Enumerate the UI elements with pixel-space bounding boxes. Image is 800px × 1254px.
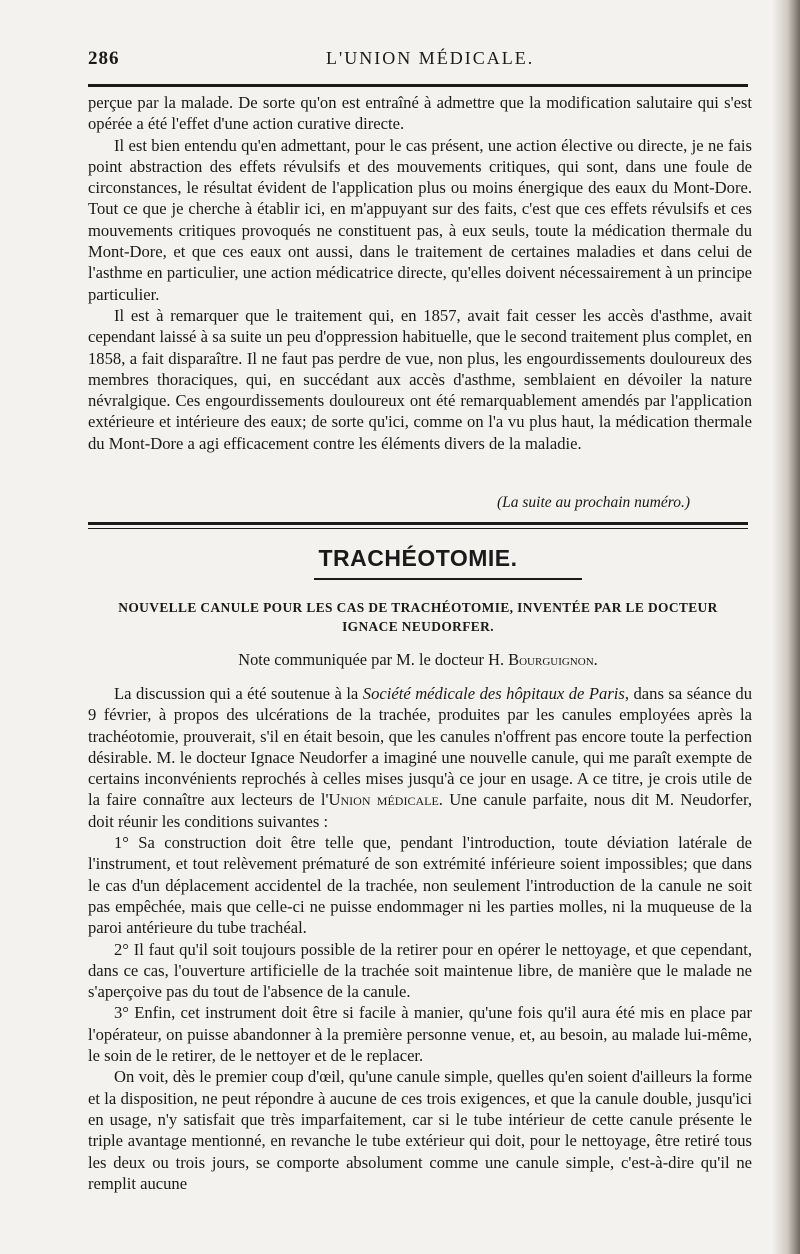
article-body — [88, 683, 752, 1194]
article-title: TRACHÉOTOMIE. — [318, 545, 518, 571]
section-divider-thick — [88, 522, 748, 525]
paragraph: Il est bien entendu qu'en admettant, pour le cas présent, une action élective ou directe, je ne fais point abstraction des effets révulsifs et des mouvements critiques, qui sont, dans une foule de circonstances, le résultat évident de l'application plus ou moins énergique des eaux du Mont-Dore. Tout ce que je cherche à établir ici, en m'appuyant sur des faits, c'est que ces effets révulsifs et ces mouvements critiques provoqués ne constituent pas, à eux seuls, toute la médication thermale du Mont-Dore, et que ces eaux ont aussi, dans le traitement de certaines maladies et dans celui de l'asthme en particulier, une action médicatrice directe, qu'elles doivent nécessairement à un principe particulier. — [88, 135, 752, 304]
previous-article-conclusion — [88, 92, 752, 454]
header-rule — [88, 84, 748, 87]
continuation-note: (La suite au prochain numéro.) — [496, 494, 690, 511]
byline-prefix: Note communiquée par M. le docteur H. — [238, 650, 509, 669]
text-run: , dans sa séance du 9 février, à propos des ulcérations de la trachée, produites par les canules employées après la trachéotomie, prouverait, s'il en était besoin, que les canules n'offrent pas encore toute la perfection désirable. M. le docteur Ignace Neudorfer a imaginé une nouvelle canule, qui me paraît exempte de certains inconvénients reprochés à celles mises jusqu'à ce jour en usage. A ce titre, je crois utile de la faire connaître aux lecteurs de l' — [88, 684, 753, 810]
journal-title: L'UNION MÉDICALE. — [326, 48, 535, 68]
section-divider-thin — [88, 528, 748, 529]
title-underline — [314, 578, 582, 580]
text-run: La discussion qui a été soutenue à la — [114, 684, 363, 703]
condition-item: 3° Enfin, cet instrument doit être si facile à manier, qu'une fois qu'il aura été mis en place par l'opérateur, on puisse abandonner à la première personne venue, et, au besoin, au malade lui-même, le soin de le retirer, de le nettoyer et de le replacer. — [88, 1003, 752, 1066]
paragraph: On voit, dès le premier coup d'œil, qu'une canule simple, quelles qu'en soient d'ailleurs la forme et la disposition, ne peut répondre à aucune de ces trois exigences, et que la canule double, jusqu'ici en usage, n'y satisfait que très imparfaitement, car si le tube intérieur de cette canule présente le triple avantage mentionné, en revanche le tube extérieur qui doit, pour le nettoyage, être retiré tous les deux ou trois jours, se comporte absolument comme une canule simple, c'est-à-dire qu'il ne remplit aucune — [88, 1067, 752, 1193]
condition-item: 1° Sa construction doit être telle que, pendant l'introduction, toute déviation latérale de l'instrument, et tout relèvement prématuré de son extrémité inférieure soient impossibles; que dans le cas d'un déplacement accidentel de la trachée, non seulement l'introduction de la canule ne soit pas empêchée, mais que celle-ci ne puisse endommager ni les parties molles, ni la muqueuse de la paroi antérieure du tube trachéal. — [88, 833, 752, 938]
paragraph — [88, 683, 752, 832]
page-header — [88, 48, 744, 76]
article-subtitle — [88, 598, 748, 636]
subtitle-line: NOUVELLE CANULE POUR LES CAS DE TRACHÉOTOMIE, INVENTÉE PAR LE DOCTEUR — [118, 600, 718, 615]
journal-name: Union médicale — [328, 790, 439, 810]
page-number: 286 — [88, 48, 120, 69]
paragraph: perçue par la malade. De sorte qu'on est entraîné à admettre que la modification salutaire qui s'est opérée a été l'effet d'une action curative directe. — [88, 93, 752, 134]
byline — [88, 650, 748, 670]
condition-item: 2° Il faut qu'il soit toujours possible de la retirer pour en opérer le nettoyage, et que cependant, dans ce cas, l'ouverture artificielle de la trachée soit maintenue libre, de manière que le malade ne s'aperçoive pas du tout de l'absence de la canule. — [88, 939, 752, 1002]
page-edge-shadow — [772, 0, 800, 1254]
society-name: Société médicale des hôpitaux de Paris — [362, 684, 625, 703]
text-run: . Une canule parfaite, nous dit M. Neudorfer, doit réunir les conditions suivantes : — [88, 790, 752, 831]
byline-author: Bourguignon. — [508, 650, 598, 669]
subtitle-line: IGNACE NEUDORFER. — [342, 619, 494, 634]
paragraph: Il est à remarquer que le traitement qui, en 1857, avait fait cesser les accès d'asthme, avait cependant laissé à sa suite un peu d'oppression habituelle, que le second traitement plus complet, en 1858, a fait disparaître. Il ne faut pas perdre de vue, non plus, les engourdissements douloureux des membres thoraciques, qui, en succédant aux accès d'asthme, semblaient en dévoiler la nature névralgique. Ces engourdissements douloureux ont été remarquablement amendés par l'application extérieure et intérieure des eaux; de sorte qu'ici, comme on l'a vu plus haut, la médication thermale du Mont-Dore a agi efficacement contre les éléments divers de la maladie. — [88, 305, 752, 453]
